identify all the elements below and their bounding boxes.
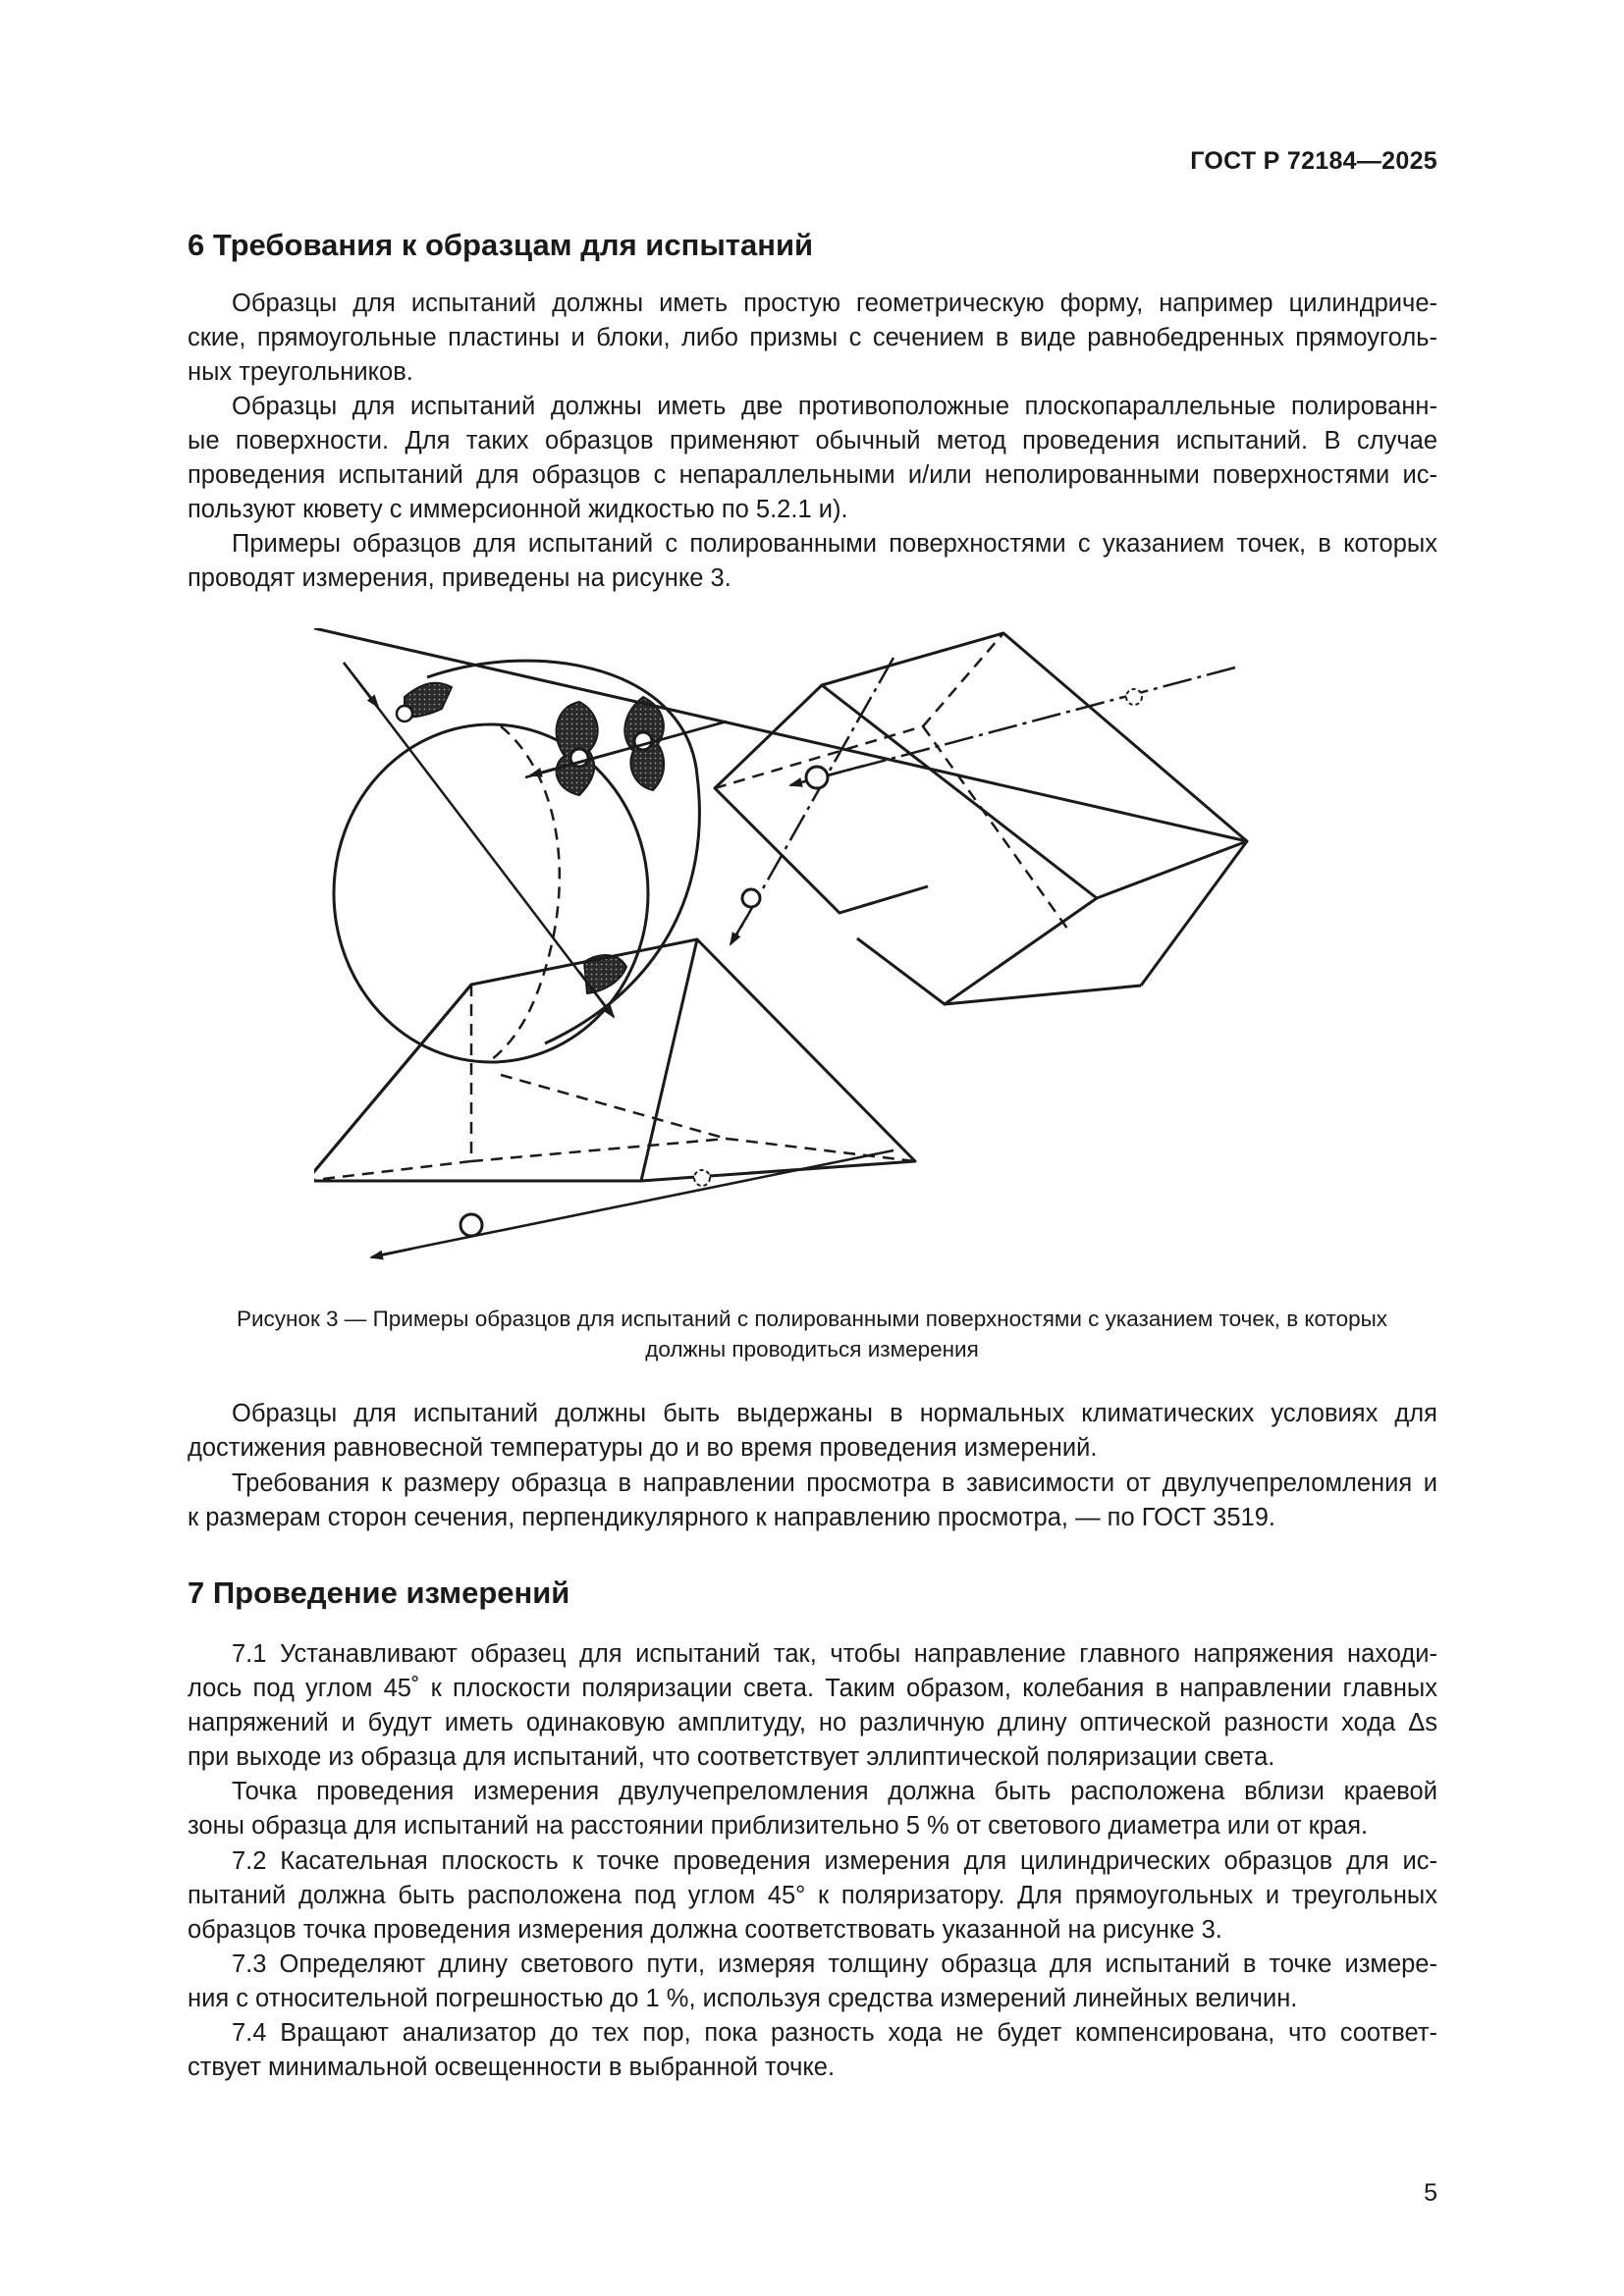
- text-line: ствует минимальной освещенности в выбранной точке.: [188, 2054, 836, 2081]
- text-line: Точка проведения измерения двулучепреломления должна быть расположена вблизи краевой: [232, 1778, 1437, 1805]
- text-line: ские, прямоугольные пластины и блоки, либо призмы с сечением в виде равнобедренных прямоуголь-: [188, 324, 1437, 351]
- text-line: к размерам сторон сечения, перпендикулярного к направлению просмотра, — по ГОСТ 3519.: [188, 1504, 1275, 1531]
- section-6-paragraph-2: [188, 390, 1437, 527]
- figure-3-caption: [128, 1304, 1496, 1364]
- post-figure-paragraph-1: [188, 1397, 1437, 1466]
- caption-line-2: должны проводиться измерения: [645, 1337, 979, 1362]
- text-line: ных треугольников.: [188, 358, 413, 386]
- text-line: Примеры образцов для испытаний с полированными поверхностями с указанием точек, в которых: [232, 530, 1437, 558]
- text-line: пытаний должна быть расположена под углом 45° к поляризатору. Для прямоугольных и треугольных: [188, 1882, 1437, 1909]
- section-7-heading: 7 Проведение измерений: [188, 1575, 570, 1610]
- text-line: Образцы для испытаний должны быть выдержаны в нормальных климатических условиях для: [232, 1400, 1437, 1427]
- caption-line-1: Рисунок 3 — Примеры образцов для испытаний с полированными поверхностями с указанием точек, в которых: [236, 1307, 1388, 1331]
- paragraph-7-3: [188, 1948, 1437, 2016]
- figure-3-drawing: [314, 628, 1296, 1276]
- text-line: 7.3 Определяют длину светового пути, измеряя толщину образца для испытаний в точке измере-: [232, 1950, 1437, 1978]
- text-line: напряжений и будут иметь одинаковую амплитуду, но различную длину оптической разности хода Δs: [188, 1709, 1437, 1736]
- section-6-paragraph-1: [188, 287, 1437, 390]
- document-code: ГОСТ Р 72184—2025: [1190, 147, 1437, 175]
- text-line: Образцы для испытаний должны иметь две противоположные плоскопараллельные полированн-: [232, 393, 1437, 420]
- text-line: Требования к размеру образца в направлении просмотра в зависимости от двулучепреломления и: [232, 1469, 1437, 1497]
- text-line: 7.1 Устанавливают образец для испытаний так, чтобы направление главного напряжения находи-: [232, 1640, 1437, 1668]
- text-line: при выходе из образца для испытаний, что соответствует эллиптической поляризации света.: [188, 1743, 1275, 1771]
- text-line: лось под углом 45˚ к плоскости поляризации света. Таким образом, колебания в направлении главных: [188, 1675, 1437, 1702]
- paragraph-7-4: [188, 2016, 1437, 2085]
- text-line: ые поверхности. Для таких образцов применяют обычный метод проведения испытаний. В случае: [188, 427, 1437, 454]
- paragraph-7-2: [188, 1844, 1437, 1948]
- text-line: 7.4 Вращают анализатор до тех пор, пока разность хода не будет компенсирована, что соответ-: [232, 2019, 1437, 2047]
- text-line: ния с относительной погрешностью до 1 %, используя средства измерений линейных величин.: [188, 1985, 1298, 2012]
- text-line: Образцы для испытаний должны иметь простую геометрическую форму, например цилиндриче-: [232, 290, 1437, 317]
- text-line: достижения равновесной температуры до и во время проведения измерений.: [188, 1434, 1098, 1462]
- text-line: пользуют кювету с иммерсионной жидкостью по 5.2.1 и).: [188, 496, 848, 523]
- cuboid-specimen: [314, 628, 1247, 1004]
- paragraph-7-1: [188, 1637, 1437, 1775]
- text-line: зоны образца для испытаний на расстоянии приблизительно 5 % от светового диаметра или от края.: [188, 1812, 1369, 1840]
- section-6-paragraph-3: [188, 527, 1437, 596]
- text-line: проводят измерения, приведены на рисунке 3.: [188, 564, 731, 592]
- page-number: 5: [1424, 2179, 1437, 2207]
- post-figure-paragraph-2: [188, 1467, 1437, 1535]
- prism-specimen: [314, 939, 915, 1257]
- text-line: образцов точка проведения измерения должна соответствовать указанной на рисунке 3.: [188, 1916, 1222, 1944]
- cylinder-specimen: [334, 661, 727, 1062]
- paragraph-7-1-b: [188, 1775, 1437, 1843]
- text-line: проведения испытаний для образцов с непараллельными и/или неполированными поверхностями ис-: [188, 461, 1437, 489]
- section-6-heading: 6 Требования к образцам для испытаний: [188, 228, 814, 262]
- text-line: 7.2 Касательная плоскость к точке проведения измерения для цилиндрических образцов для ис-: [232, 1847, 1437, 1875]
